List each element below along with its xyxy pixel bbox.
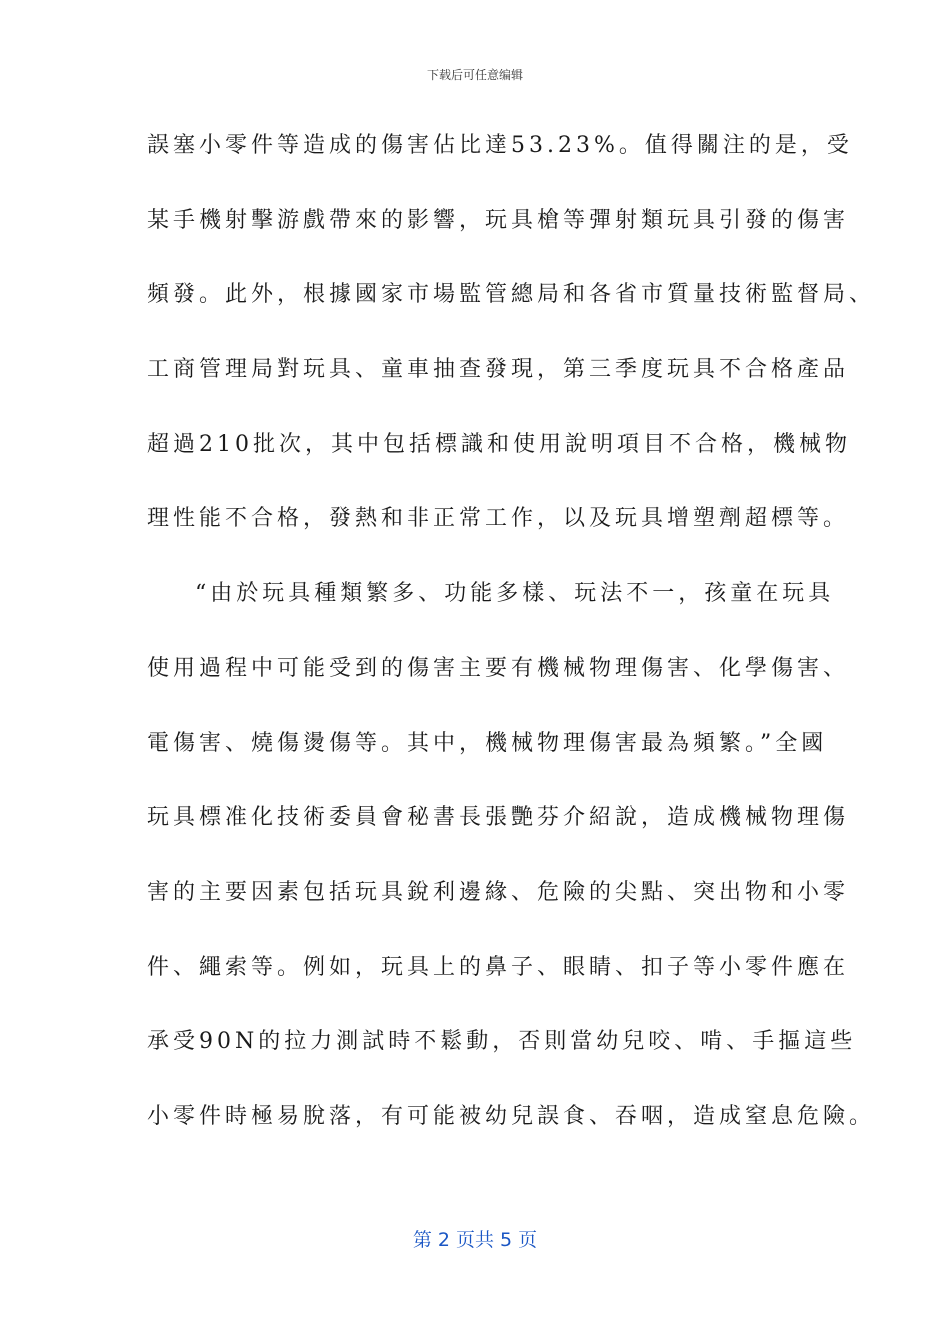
text-line-7-paragraph-start: “由於玩具種類繁多、功能多樣、玩法不一，孩童在玩具 — [195, 581, 835, 607]
text-line-4: 工商管理局對玩具、童車抽查發現，第三季度玩具不合格產品 — [147, 357, 850, 383]
text-line-10: 玩具標准化技術委員會秘書長張艷芬介紹說，造成機械物理傷 — [147, 805, 850, 831]
text-line-3: 頻發。此外，根據國家市場監管總局和各省市質量技術監督局、 — [147, 282, 876, 308]
text-line-1: 誤塞小零件等造成的傷害佔比達53.23%。值得關注的是，受 — [147, 133, 853, 158]
text-line-9: 電傷害、燒傷燙傷等。其中，機械物理傷害最為頻繁。”全國 — [147, 730, 828, 756]
document-body — [147, 124, 876, 1170]
text-line-8: 使用過程中可能受到的傷害主要有機械物理傷害、化學傷害、 — [147, 655, 850, 681]
text-line-12: 件、繩索等。例如，玩具上的鼻子、眼睛、扣子等小零件應在 — [147, 954, 850, 980]
text-line-6: 理性能不合格，發熱和非正常工作，以及玩具增塑劑超標等。 — [147, 506, 850, 532]
page-number-footer: 第 2 页共 5 页 — [412, 1229, 538, 1251]
text-line-14: 小零件時極易脫落，有可能被幼兒誤食、吞咽，造成窒息危險。 — [147, 1103, 876, 1129]
text-line-11: 害的主要因素包括玩具銳利邊緣、危險的尖點、突出物和小零 — [147, 879, 850, 905]
text-line-5: 超過210批次，其中包括標識和使用說明項目不合格，機械物 — [147, 431, 851, 457]
page-header-note: 下载后可任意编辑 — [426, 68, 523, 82]
text-line-13: 承受90N的拉力測試時不鬆動，否則當幼兒咬、啃、手摳這些 — [147, 1029, 857, 1055]
text-line-2: 某手機射擊游戲帶來的影響，玩具槍等彈射類玩具引發的傷害 — [147, 207, 850, 233]
